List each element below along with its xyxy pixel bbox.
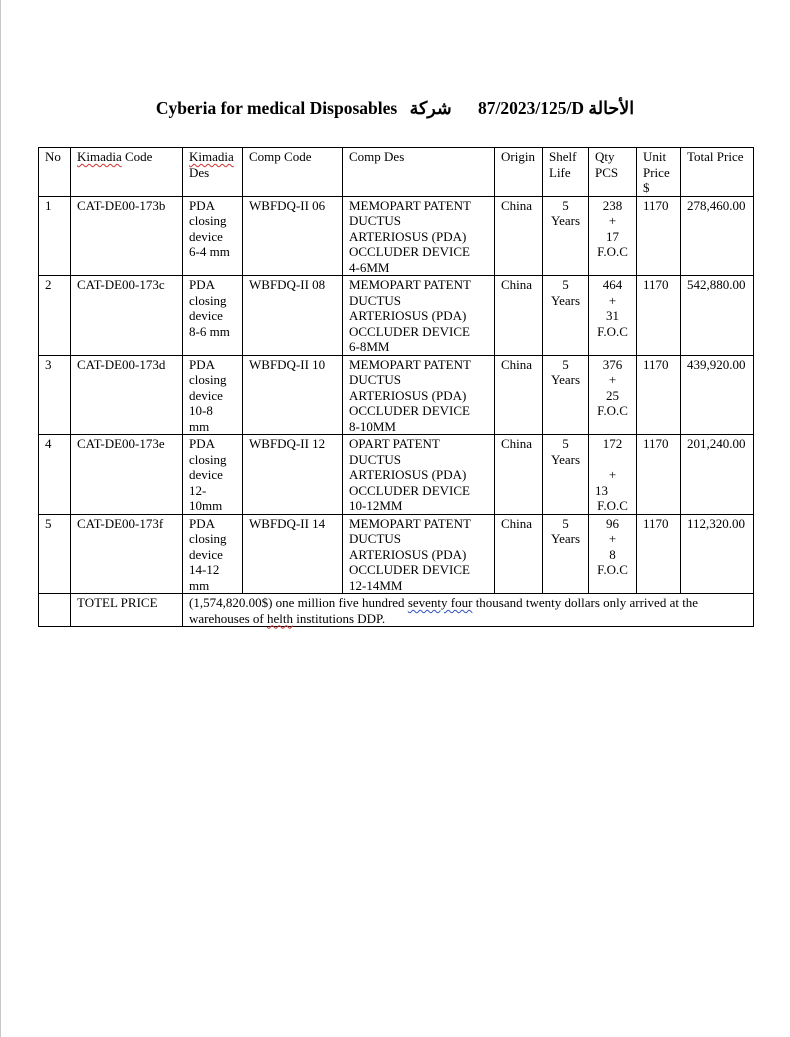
reference-number: 87/2023/125/D [478,98,584,118]
cell-comp-code: WBFDQ-II 06 [243,196,343,276]
table-header-row [39,148,754,197]
page-edge [0,0,1,1037]
cell-total-price: 201,240.00 [681,435,754,515]
company-name-en: Cyberia for medical Disposables [155,98,398,118]
cell-total-price: 278,460.00 [681,196,754,276]
cell-no: 3 [39,355,71,435]
cell-no: 5 [39,514,71,594]
cell-kimadia-code: CAT-DE00-173b [71,196,183,276]
cell-qty: 172 + 13 F.O.C [589,435,637,515]
cell-unit-price: 1170 [637,276,681,356]
cell-unit-price: 1170 [637,514,681,594]
cell-no: 2 [39,276,71,356]
cell-comp-des: OPART PATENT DUCTUS ARTERIOSUS (PDA) OCCLUDER DEVICE 10-12MM [343,435,495,515]
table-row [39,514,754,594]
cell-origin: China [495,514,543,594]
document-title [0,98,790,119]
reference-label-ar: الأحالة [588,98,635,118]
cell-shelf-life: 5 Years [543,276,589,356]
table-row [39,276,754,356]
header-kimadia-des: Kimadia Des [183,148,243,197]
cell-qty: 96 + 8 F.O.C [589,514,637,594]
table-row [39,435,754,515]
cell-comp-des: MEMOPART PATENT DUCTUS ARTERIOSUS (PDA) OCCLUDER DEVICE 4-6MM [343,196,495,276]
table-row [39,196,754,276]
cell-shelf-life: 5 Years [543,514,589,594]
cell-total-price: 542,880.00 [681,276,754,356]
cell-total-price: 112,320.00 [681,514,754,594]
cell-total-price: 439,920.00 [681,355,754,435]
cell-comp-code: WBFDQ-II 10 [243,355,343,435]
cell-comp-code: WBFDQ-II 14 [243,514,343,594]
cell-kimadia-des: PDA closing device 10-8 mm [183,355,243,435]
cell-empty [39,594,71,627]
cell-kimadia-des: PDA closing device 8-6 mm [183,276,243,356]
cell-kimadia-des: PDA closing device 12- 10mm [183,435,243,515]
cell-no: 1 [39,196,71,276]
cell-origin: China [495,276,543,356]
cell-qty: 464 + 31 F.O.C [589,276,637,356]
cell-origin: China [495,355,543,435]
cell-comp-des: MEMOPART PATENT DUCTUS ARTERIOSUS (PDA) OCCLUDER DEVICE 6-8MM [343,276,495,356]
cell-shelf-life: 5 Years [543,355,589,435]
cell-shelf-life: 5 Years [543,435,589,515]
cell-kimadia-des: PDA closing device 6-4 mm [183,196,243,276]
header-unit-price: Unit Price $ [637,148,681,197]
cell-no: 4 [39,435,71,515]
items-table [38,147,754,627]
table-row [39,355,754,435]
cell-kimadia-code: CAT-DE00-173d [71,355,183,435]
header-origin: Origin [495,148,543,197]
cell-kimadia-code: CAT-DE00-173c [71,276,183,356]
total-amount-text: (1,574,820.00$) one million five hundred seventy four thousand twenty dollars only arrived at the warehouses of helth institutions DDP. [183,594,754,627]
cell-comp-des: MEMOPART PATENT DUCTUS ARTERIOSUS (PDA) OCCLUDER DEVICE 12-14MM [343,514,495,594]
cell-kimadia-code: CAT-DE00-173f [71,514,183,594]
cell-kimadia-des: PDA closing device 14-12 mm [183,514,243,594]
total-row [39,594,754,627]
header-qty: Qty PCS [589,148,637,197]
cell-comp-des: MEMOPART PATENT DUCTUS ARTERIOSUS (PDA) OCCLUDER DEVICE 8-10MM [343,355,495,435]
cell-comp-code: WBFDQ-II 12 [243,435,343,515]
total-label: TOTEL PRICE [71,594,183,627]
header-shelf-life: Shelf Life [543,148,589,197]
cell-origin: China [495,196,543,276]
cell-qty: 238 + 17 F.O.C [589,196,637,276]
cell-shelf-life: 5 Years [543,196,589,276]
header-comp-des: Comp Des [343,148,495,197]
company-label-ar: شركة [409,98,452,118]
cell-qty: 376 + 25 F.O.C [589,355,637,435]
cell-comp-code: WBFDQ-II 08 [243,276,343,356]
cell-kimadia-code: CAT-DE00-173e [71,435,183,515]
header-no: No [39,148,71,197]
header-comp-code: Comp Code [243,148,343,197]
cell-unit-price: 1170 [637,196,681,276]
header-kimadia-code: Kimadia Code [71,148,183,197]
cell-unit-price: 1170 [637,435,681,515]
cell-origin: China [495,435,543,515]
header-total-price: Total Price [681,148,754,197]
cell-unit-price: 1170 [637,355,681,435]
